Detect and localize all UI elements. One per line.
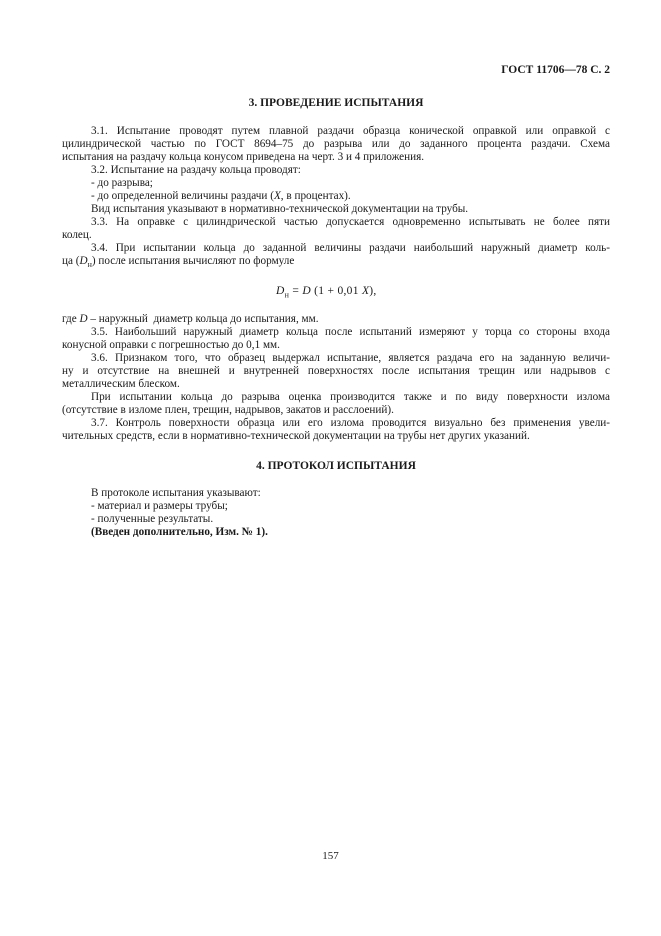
formula-x: X [361, 285, 370, 297]
para-3-5-line: конусной оправки с погрешностью до 0,1 мм. [62, 339, 280, 351]
para-3-7-line: 3.7. Контроль поверхности образца или его излома проводится визуально без применения увели- [91, 417, 610, 429]
para-3-6-line: металлическим блеском. [62, 378, 180, 390]
section-3-body-a [62, 125, 610, 271]
para-3-4-line [62, 255, 610, 271]
formula [276, 285, 377, 301]
formula-end: ), [369, 285, 377, 297]
para-3-2-line [62, 190, 610, 203]
variable-d: D [79, 313, 88, 325]
para-3-4-line: 3.4. При испытании кольца до заданной величины раздачи наибольший наружный диаметр коль- [91, 242, 610, 254]
where-line [62, 313, 610, 326]
formula-mid: (1 + 0,01 [310, 285, 362, 297]
protocol-line: - полученные результаты. [91, 513, 214, 525]
para-3-2-line: Вид испытания указывают в нормативно-технической документации на трубы. [91, 203, 469, 215]
para-3-6-line: (отсутствие в изломе плен, трещин, надрывов, закатов и расслоений). [62, 404, 394, 416]
para-3-2-line: - до разрыва; [91, 177, 153, 189]
page-number: 157 [322, 850, 339, 862]
para-3-5-line: 3.5. Наибольший наружный диаметр кольца после испытаний измеряют у торца со стороны входа [91, 326, 610, 338]
amendment-text: (Введен дополнительно, Изм. № 1). [91, 526, 268, 538]
page-header: ГОСТ 11706—78 С. 2 [501, 64, 610, 76]
section-4-title: 4. ПРОТОКОЛ ИСПЫТАНИЯ [256, 460, 416, 472]
text-run: , в процентах). [280, 190, 351, 202]
para-3-7-line: чительных средств, если в нормативно-технической документации на трубы нет других указаний. [62, 430, 530, 442]
para-3-3-line: 3.3. На оправке с цилиндрической частью допускается одновременно испытывать не более пяти [91, 216, 610, 228]
section-3-body-b [62, 313, 610, 443]
para-3-2-line: 3.2. Испытание на раздачу кольца проводят: [91, 164, 301, 176]
formula-lhs: D [276, 285, 285, 297]
formula-eq: = [289, 285, 303, 297]
text-run: ) после испытания вычисляют по формуле [91, 255, 295, 267]
text-run: где [62, 313, 80, 325]
section-3-title: 3. ПРОВЕДЕНИЕ ИСПЫТАНИЯ [248, 97, 424, 109]
para-3-1-line: 3.1. Испытание проводят путем плавной раздачи образца конической оправкой или оправкой с [91, 125, 610, 137]
formula-d: D [302, 285, 311, 297]
para-3-1-line: цилиндрической частью по ГОСТ 8694–75 до разрыва или до заданного процента раздачи. Схема [62, 138, 610, 150]
para-3-6-line: 3.6. Признаком того, что образец выдержал испытание, является раздача его на заданную величи- [91, 352, 610, 364]
para-3-6-line: При испытании кольца до разрыва оценка производится также и по виду поверхности излома [91, 391, 610, 403]
para-3-1-line: испытания на раздачу кольца конусом приведена на черт. 3 и 4 приложения. [62, 151, 425, 163]
variable-x: X [273, 190, 281, 202]
protocol-line: В протоколе испытания указывают: [91, 487, 261, 499]
text-run: – наружный диаметр кольца до испытания, мм. [87, 313, 319, 325]
para-3-6-line: ну и отсутствие на внешней и внутренней поверхностях после испытания трещин или надрывов с [62, 365, 610, 377]
variable-d: D [79, 255, 88, 267]
text-run: - до определенной величины раздачи ( [91, 190, 274, 202]
amendment-note [62, 526, 610, 539]
subscript: н [87, 260, 92, 270]
para-3-3-line: колец. [62, 229, 92, 241]
protocol-line: - материал и размеры трубы; [91, 500, 228, 512]
formula-sub: н [284, 290, 290, 300]
text-run: ца ( [62, 255, 80, 267]
section-4-body [62, 487, 610, 539]
